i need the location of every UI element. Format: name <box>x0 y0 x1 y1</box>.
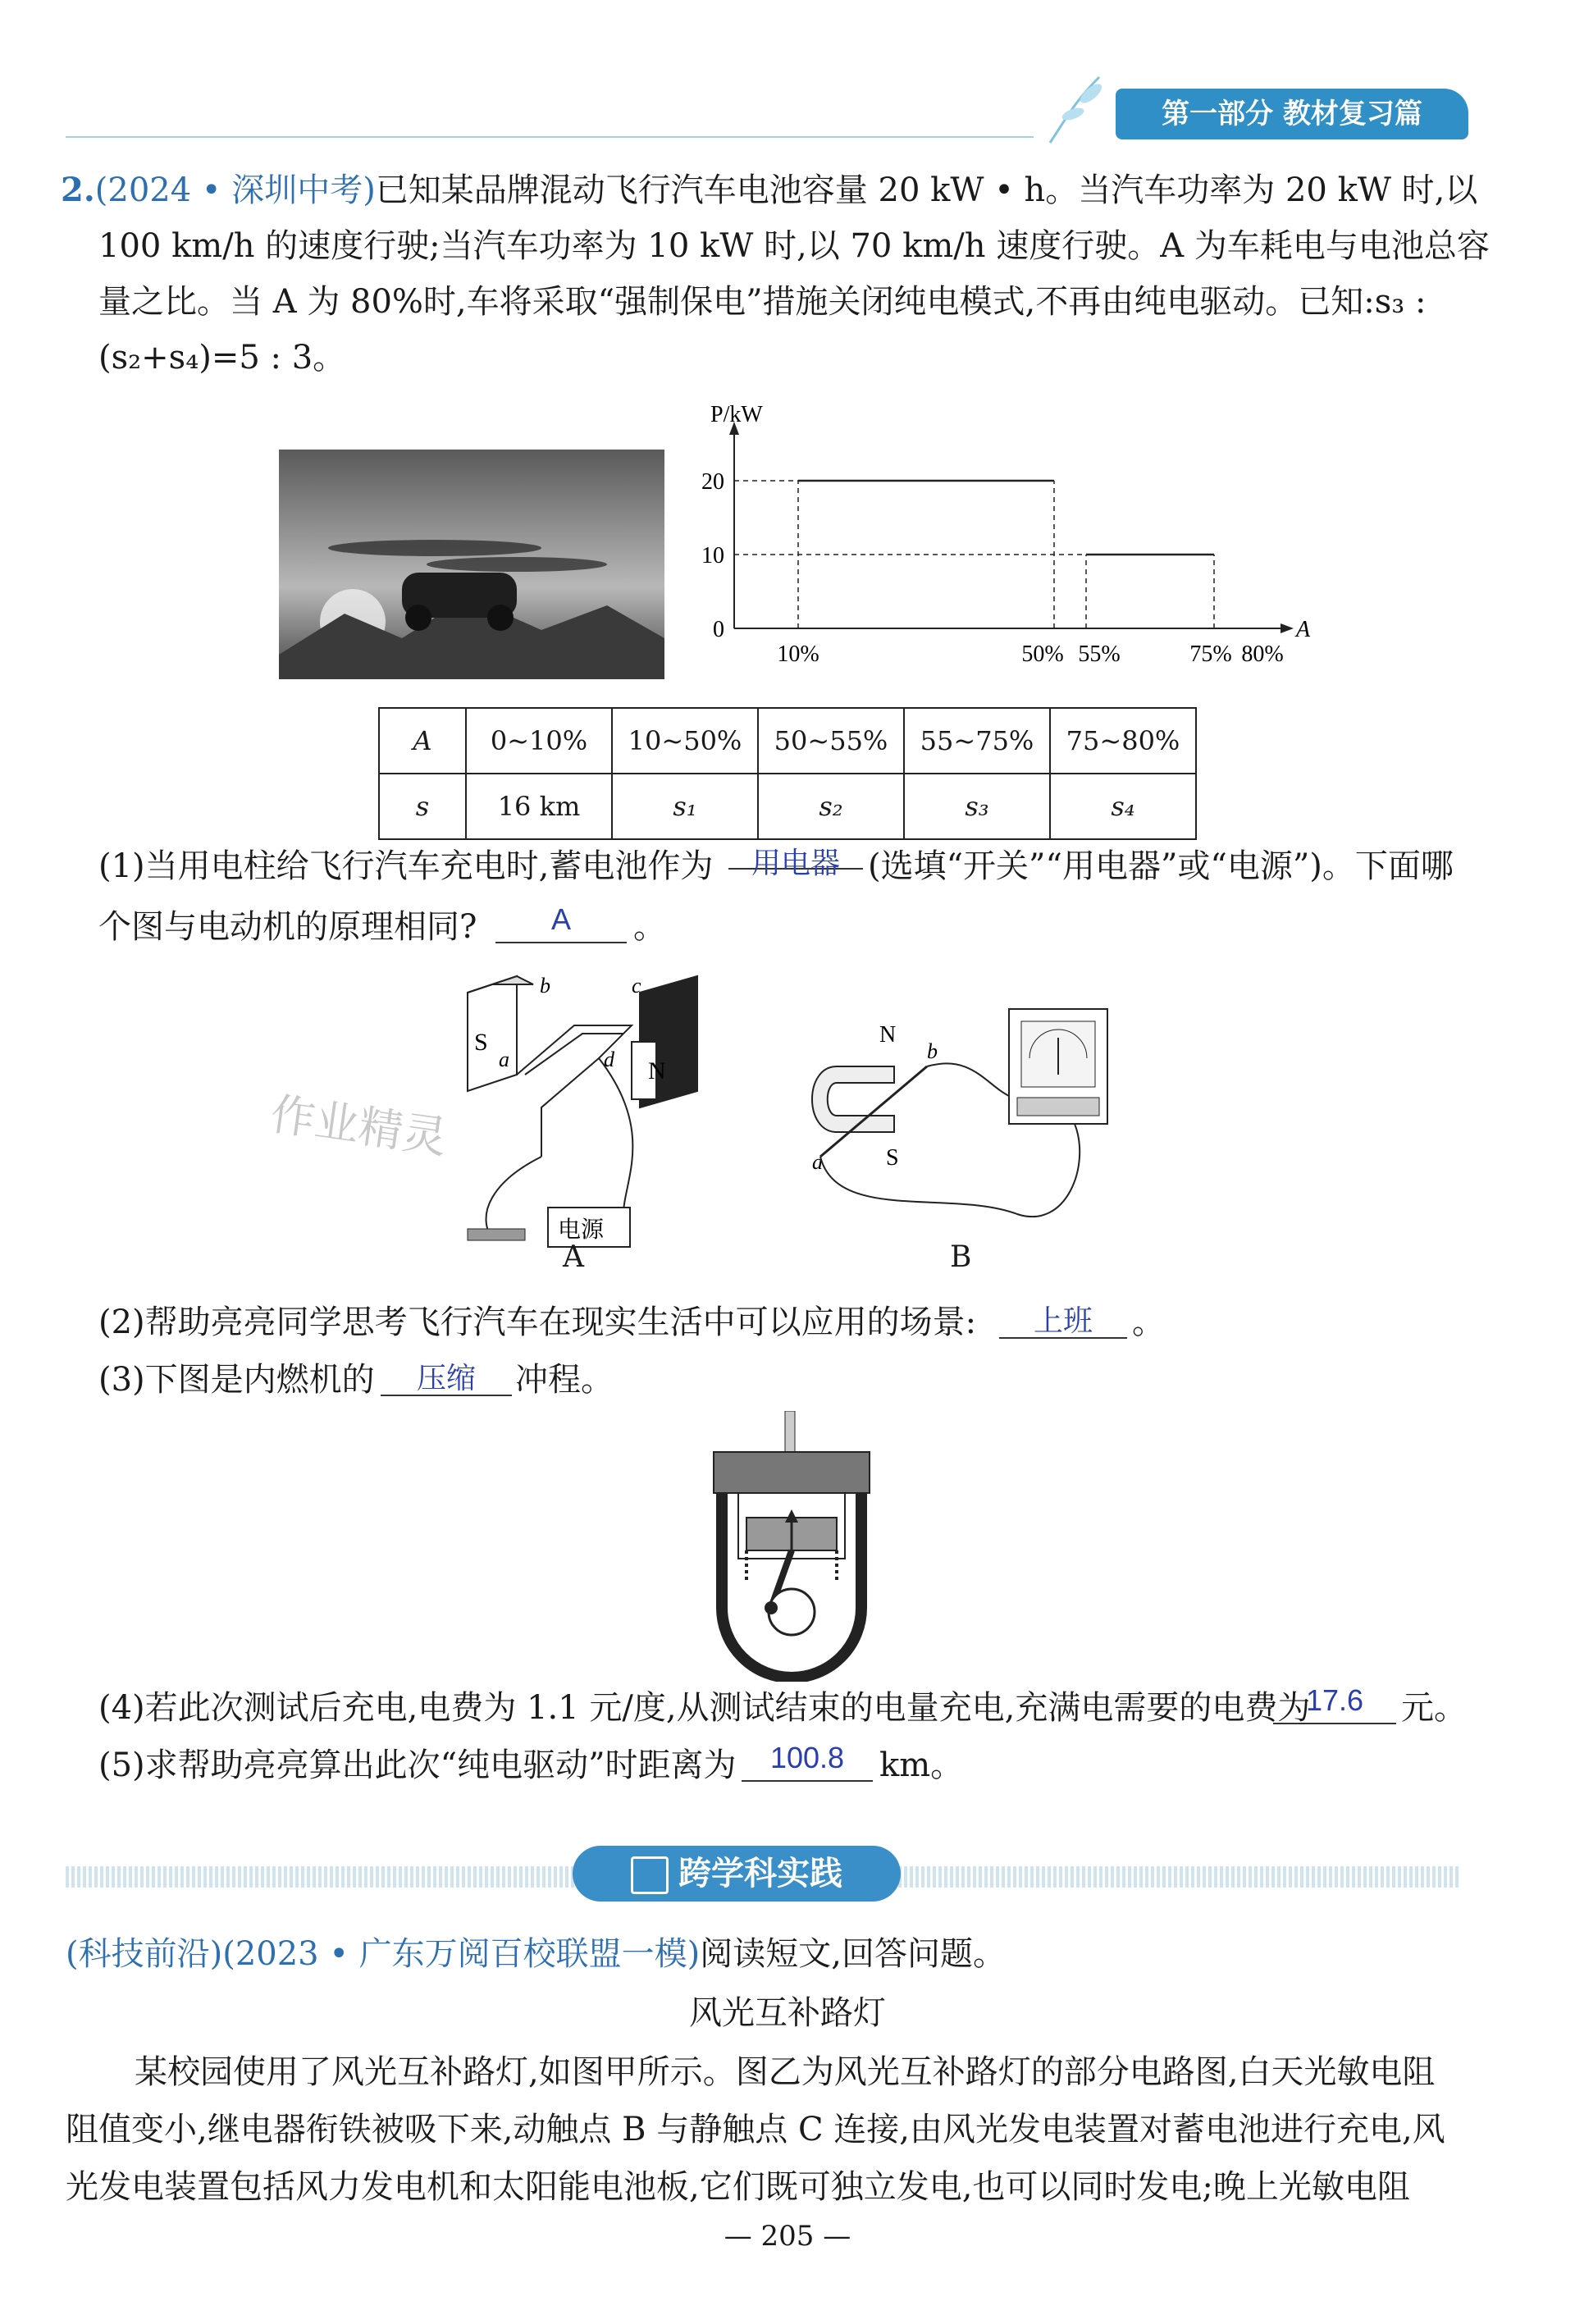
table-cell: 0~10% <box>466 708 612 774</box>
engine-diagram <box>697 1411 886 1682</box>
table-cell: s₂ <box>758 774 904 839</box>
page-number: — 205 — <box>724 2220 851 2253</box>
fig-a-label-power: 电源 <box>558 1216 605 1243</box>
q4-answer: 17.6 <box>1305 1683 1364 1717</box>
q5-end: km。 <box>879 1746 964 1784</box>
q5-text: (5)求帮助亮亮算出此次“纯电驱动”时距离为 <box>98 1746 737 1784</box>
q4-end: 元。 <box>1401 1689 1467 1727</box>
x-axis-label: A <box>1296 617 1311 642</box>
fig-b-label-n: N <box>879 1022 897 1048</box>
x-tick-label: 55% <box>1078 641 1121 667</box>
q2-text: (2)帮助亮亮同学思考飞行汽车在现实生活中可以应用的场景: <box>98 1304 977 1341</box>
table-cell: 55~75% <box>904 708 1050 774</box>
header-divider <box>66 136 1034 138</box>
y-tick-label: 0 <box>713 617 724 642</box>
q1-line-2b: 。 <box>633 908 666 946</box>
x-tick-label: 75% <box>1189 641 1232 667</box>
q3-answer: 压缩 <box>416 1361 476 1395</box>
x-axis-arrow <box>1281 623 1294 633</box>
problem-line-2: 100 km/h 的速度行驶;当汽车功率为 10 kW 时,以 70 km/h 速度行驶。A 为车耗电与电池总容 <box>98 227 1490 265</box>
table-cell: 75~80% <box>1050 708 1196 774</box>
data-table <box>378 707 1197 840</box>
y-tick-label: 10 <box>701 543 724 568</box>
leaf-decoration-icon <box>1042 69 1116 151</box>
fig-b-label-s: S <box>886 1145 899 1171</box>
q1-blank-2 <box>495 942 627 943</box>
q1-answer-1: 用电器 <box>751 846 840 879</box>
x-tick-label: 80% <box>1241 641 1284 667</box>
figure-b-caption: B <box>950 1240 972 1274</box>
q4-text: (4)若此次测试后充电,电费为 1.1 元/度,从测试结束的电量充电,充满电需要的电费为 <box>98 1689 1311 1727</box>
q1-line-1b: (选填“开关”“用电器”或“电源”)。下面哪 <box>868 847 1454 885</box>
fig-b-label-a: a <box>812 1150 823 1174</box>
figure-a-caption: A <box>563 1240 584 1274</box>
table-cell: 16 km <box>466 774 612 839</box>
y-axis-label: P/kW <box>710 402 763 427</box>
reading-line-1: 某校园使用了风光互补路灯,如图甲所示。图乙为风光互补路灯的部分电路图,白天光敏电阻 <box>135 2053 1436 2091</box>
reading-line-3: 光发电装置包括风力发电机和太阳能电池板,它们既可独立发电,也可以同时发电;晚上光敏电阻 <box>66 2168 1410 2206</box>
fig-a-label-a: a <box>499 1048 509 1071</box>
table-cell: s₄ <box>1050 774 1196 839</box>
flying-car-photo <box>279 450 664 679</box>
problem-number: 2. <box>61 171 95 209</box>
reading-source-line <box>66 1926 1006 1982</box>
x-tick-label: 10% <box>777 641 819 667</box>
q5-blank <box>742 1780 873 1782</box>
fig-a-label-s: S <box>474 1029 488 1056</box>
reading-title: 风光互补路灯 <box>689 1994 886 2032</box>
fig-a-label-n: N <box>648 1057 666 1084</box>
q5-answer: 100.8 <box>769 1741 845 1774</box>
q1-answer-2: A <box>550 902 571 936</box>
table-cell: s <box>379 774 466 839</box>
problem-line-4: (s₂+s₄)=5 : 3。 <box>98 339 346 377</box>
power-chart <box>673 399 1321 669</box>
fig-a-label-c: c <box>632 974 641 998</box>
q2-end: 。 <box>1132 1304 1165 1341</box>
problem-line-3: 量之比。当 A 为 80%时,车将采取“强制保电”措施关闭纯电模式,不再由纯电驱动。已知:s₃ : <box>98 283 1427 321</box>
table-cell: s₁ <box>612 774 758 839</box>
fig-a-label-d: d <box>604 1048 614 1071</box>
reading-intro: 阅读短文,回答问题。 <box>700 1935 1006 1973</box>
problem-source: (2024 • 深圳中考) <box>94 171 376 209</box>
figure-a-motor-diagram <box>443 968 714 1263</box>
table-row <box>379 774 1196 839</box>
problem-text-1: 已知某品牌混动飞行汽车电池容量 20 kW • h。当汽车功率为 20 kW 时,以 <box>375 171 1478 209</box>
table-cell: s₃ <box>904 774 1050 839</box>
table-cell: 50~55% <box>758 708 904 774</box>
q3-text: (3)下图是内燃机的 <box>98 1361 375 1399</box>
q3-end: 冲程。 <box>515 1361 614 1399</box>
watermark: 作业精灵 <box>267 1088 450 1164</box>
q1-line-2a: 个图与电动机的原理相同? <box>98 908 477 946</box>
y-tick-label: 20 <box>701 469 724 495</box>
table-cell: 10~50% <box>612 708 758 774</box>
problem-line-1 <box>61 162 1477 218</box>
q2-answer: 上班 <box>1033 1304 1093 1337</box>
section-title: 跨学科实践 <box>573 1846 901 1902</box>
table-row <box>379 708 1196 774</box>
section-banner: 第一部分 教材复习篇 <box>1116 89 1468 139</box>
x-tick-label: 50% <box>1021 641 1064 667</box>
table-cell: A <box>379 708 466 774</box>
reading-line-2: 阻值变小,继电器衔铁被吸下来,动触点 B 与静触点 C 连接,由风光发电装置对蓄电池进行充电,风 <box>66 2111 1445 2148</box>
fig-a-label-b: b <box>540 974 550 998</box>
reading-source: (科技前沿)(2023 • 广东万阅百校联盟一模) <box>66 1935 701 1973</box>
book-icon <box>631 1856 669 1894</box>
q4-blank <box>1273 1723 1396 1724</box>
figure-b-generator-diagram <box>788 1001 1132 1239</box>
q1-line-1a: (1)当用电柱给飞行汽车充电时,蓄电池作为 <box>98 847 714 885</box>
fig-b-label-b: b <box>927 1039 938 1063</box>
